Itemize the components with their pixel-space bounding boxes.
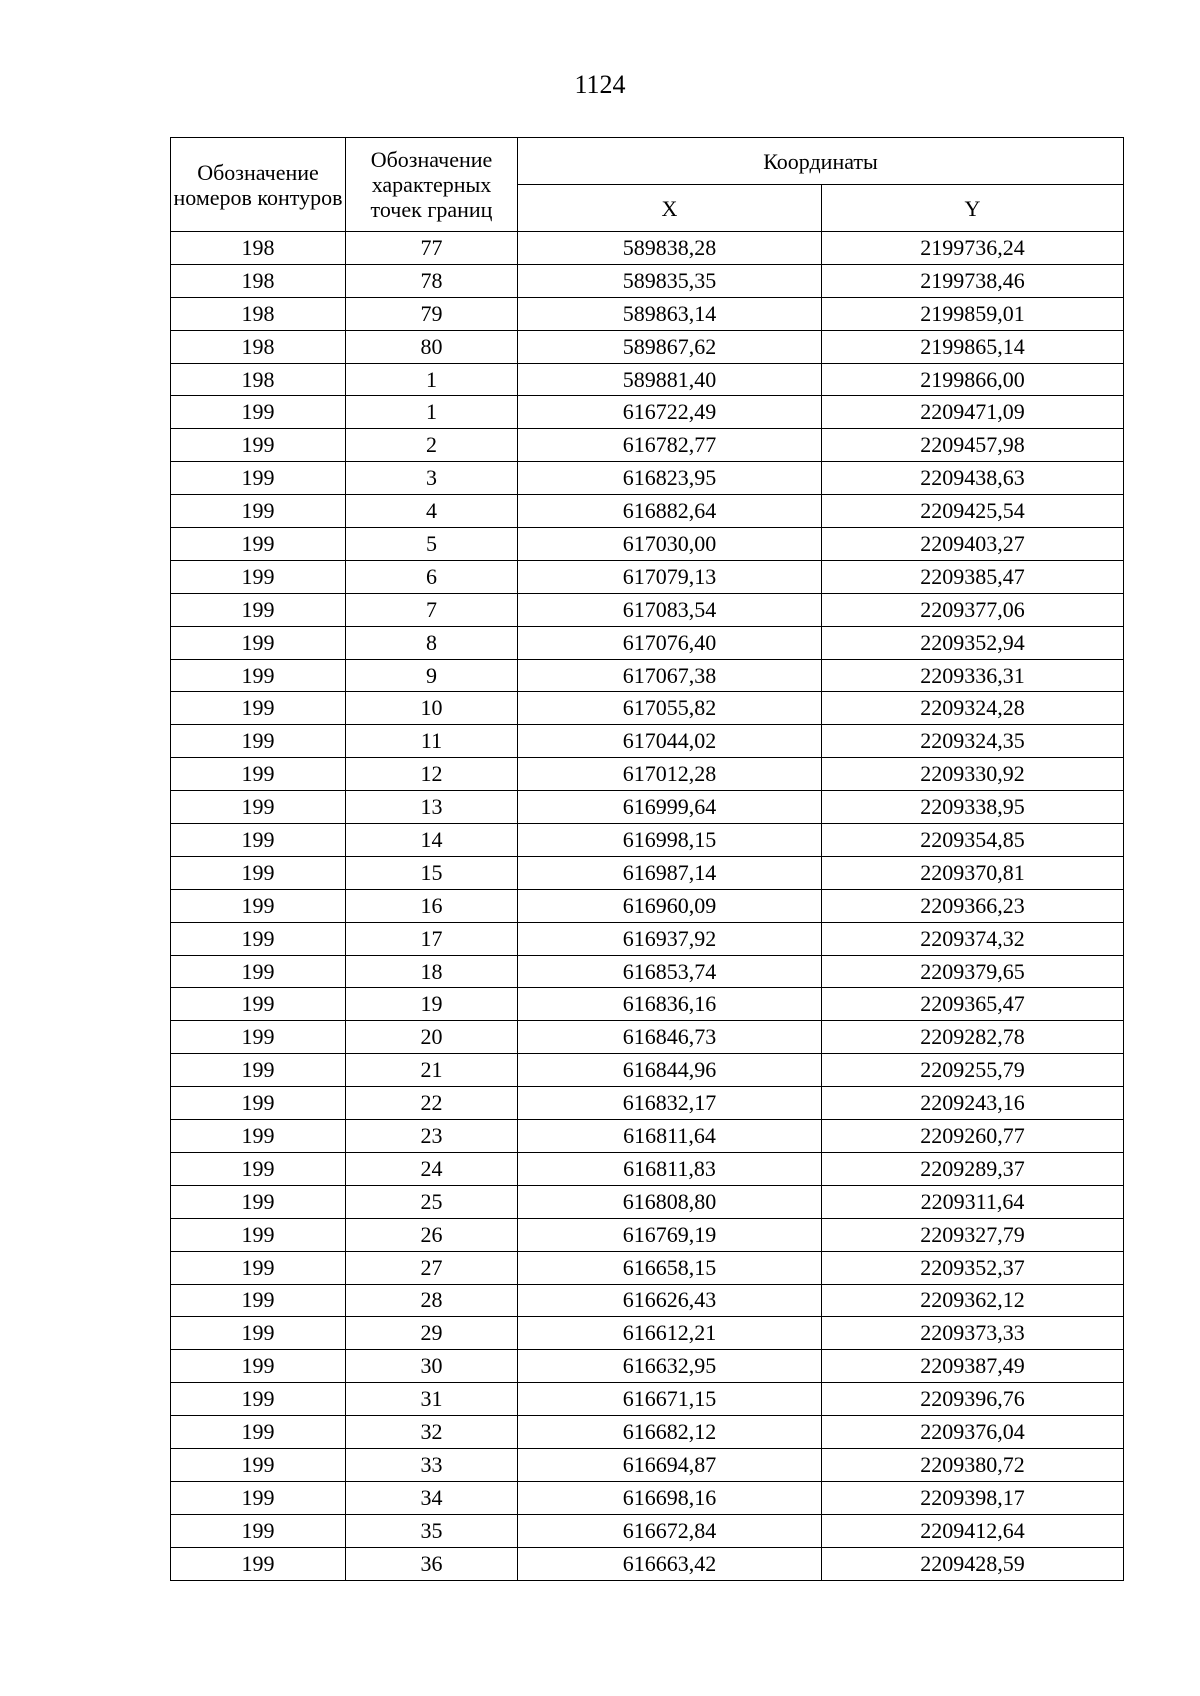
contour-number-cell: 199 xyxy=(171,955,346,988)
y-coordinate-cell: 2209255,79 xyxy=(822,1054,1124,1087)
point-number-cell: 27 xyxy=(346,1251,518,1284)
contour-number-cell: 199 xyxy=(171,429,346,462)
point-number-cell: 19 xyxy=(346,988,518,1021)
table-row xyxy=(171,1383,1124,1416)
contour-number-cell: 199 xyxy=(171,495,346,528)
y-coordinate-cell: 2209327,79 xyxy=(822,1218,1124,1251)
table-row xyxy=(171,297,1124,330)
x-coordinate-cell: 616632,95 xyxy=(518,1350,822,1383)
table-row xyxy=(171,1152,1124,1185)
table-row xyxy=(171,824,1124,857)
point-number-cell: 32 xyxy=(346,1416,518,1449)
table-row xyxy=(171,593,1124,626)
point-number-cell: 26 xyxy=(346,1218,518,1251)
x-coordinate-cell: 617055,82 xyxy=(518,692,822,725)
table-row xyxy=(171,1251,1124,1284)
point-number-cell: 9 xyxy=(346,659,518,692)
x-coordinate-cell: 616698,16 xyxy=(518,1481,822,1514)
point-number-cell: 80 xyxy=(346,330,518,363)
y-coordinate-cell: 2209403,27 xyxy=(822,528,1124,561)
point-number-cell: 12 xyxy=(346,758,518,791)
y-coordinate-cell: 2199738,46 xyxy=(822,264,1124,297)
y-coordinate-cell: 2209396,76 xyxy=(822,1383,1124,1416)
y-header: Y xyxy=(822,185,1124,232)
x-coordinate-cell: 589835,35 xyxy=(518,264,822,297)
x-coordinate-cell: 616999,64 xyxy=(518,791,822,824)
point-number-cell: 2 xyxy=(346,429,518,462)
contour-number-cell: 199 xyxy=(171,1547,346,1580)
point-number-cell: 24 xyxy=(346,1152,518,1185)
x-coordinate-cell: 616682,12 xyxy=(518,1416,822,1449)
y-coordinate-cell: 2209366,23 xyxy=(822,889,1124,922)
point-number-cell: 29 xyxy=(346,1317,518,1350)
contour-number-cell: 199 xyxy=(171,922,346,955)
x-coordinate-cell: 616694,87 xyxy=(518,1448,822,1481)
table-body xyxy=(171,232,1124,1581)
table-row xyxy=(171,232,1124,265)
y-coordinate-cell: 2209336,31 xyxy=(822,659,1124,692)
table-row xyxy=(171,363,1124,396)
contour-number-header: Обозначение номеров контуров xyxy=(171,138,346,232)
contour-number-cell: 198 xyxy=(171,330,346,363)
point-number-cell: 35 xyxy=(346,1514,518,1547)
contour-number-cell: 199 xyxy=(171,1120,346,1153)
x-coordinate-cell: 617076,40 xyxy=(518,626,822,659)
x-coordinate-cell: 616846,73 xyxy=(518,1021,822,1054)
contour-number-cell: 198 xyxy=(171,363,346,396)
y-coordinate-cell: 2209311,64 xyxy=(822,1185,1124,1218)
y-coordinate-cell: 2209362,12 xyxy=(822,1284,1124,1317)
contour-number-cell: 199 xyxy=(171,1481,346,1514)
point-number-cell: 28 xyxy=(346,1284,518,1317)
y-coordinate-cell: 2209379,65 xyxy=(822,955,1124,988)
contour-number-cell: 199 xyxy=(171,1021,346,1054)
contour-number-cell: 199 xyxy=(171,593,346,626)
y-coordinate-cell: 2199736,24 xyxy=(822,232,1124,265)
x-coordinate-cell: 616937,92 xyxy=(518,922,822,955)
y-coordinate-cell: 2209352,37 xyxy=(822,1251,1124,1284)
contour-number-cell: 199 xyxy=(171,1054,346,1087)
table-row xyxy=(171,1350,1124,1383)
point-number-cell: 15 xyxy=(346,856,518,889)
y-coordinate-cell: 2209398,17 xyxy=(822,1481,1124,1514)
contour-number-cell: 199 xyxy=(171,528,346,561)
point-number-cell: 18 xyxy=(346,955,518,988)
point-number-cell: 23 xyxy=(346,1120,518,1153)
point-number-cell: 4 xyxy=(346,495,518,528)
x-coordinate-cell: 589881,40 xyxy=(518,363,822,396)
contour-number-cell: 199 xyxy=(171,1416,346,1449)
table-row xyxy=(171,955,1124,988)
point-number-cell: 10 xyxy=(346,692,518,725)
x-header: X xyxy=(518,185,822,232)
contour-number-cell: 199 xyxy=(171,1317,346,1350)
table-row xyxy=(171,330,1124,363)
table-row xyxy=(171,1120,1124,1153)
y-coordinate-cell: 2209338,95 xyxy=(822,791,1124,824)
table-row xyxy=(171,856,1124,889)
x-coordinate-cell: 616672,84 xyxy=(518,1514,822,1547)
x-coordinate-cell: 616722,49 xyxy=(518,396,822,429)
contour-number-cell: 198 xyxy=(171,297,346,330)
contour-number-cell: 199 xyxy=(171,1284,346,1317)
contour-number-cell: 199 xyxy=(171,1185,346,1218)
x-coordinate-cell: 616811,83 xyxy=(518,1152,822,1185)
y-coordinate-cell: 2209377,06 xyxy=(822,593,1124,626)
contour-number-cell: 199 xyxy=(171,1383,346,1416)
point-number-cell: 17 xyxy=(346,922,518,955)
contour-number-cell: 199 xyxy=(171,791,346,824)
table-row xyxy=(171,396,1124,429)
contour-number-cell: 198 xyxy=(171,232,346,265)
contour-number-cell: 199 xyxy=(171,988,346,1021)
point-number-cell: 3 xyxy=(346,462,518,495)
contour-number-cell: 199 xyxy=(171,1087,346,1120)
x-coordinate-cell: 616844,96 xyxy=(518,1054,822,1087)
table-row xyxy=(171,264,1124,297)
point-number-cell: 78 xyxy=(346,264,518,297)
y-coordinate-cell: 2209243,16 xyxy=(822,1087,1124,1120)
table-row xyxy=(171,560,1124,593)
y-coordinate-cell: 2209373,33 xyxy=(822,1317,1124,1350)
y-coordinate-cell: 2209370,81 xyxy=(822,856,1124,889)
point-number-cell: 1 xyxy=(346,396,518,429)
y-coordinate-cell: 2199865,14 xyxy=(822,330,1124,363)
table-row xyxy=(171,1021,1124,1054)
y-coordinate-cell: 2209457,98 xyxy=(822,429,1124,462)
point-number-cell: 21 xyxy=(346,1054,518,1087)
x-coordinate-cell: 589867,62 xyxy=(518,330,822,363)
point-number-cell: 20 xyxy=(346,1021,518,1054)
point-number-cell: 16 xyxy=(346,889,518,922)
x-coordinate-cell: 616987,14 xyxy=(518,856,822,889)
x-coordinate-cell: 616769,19 xyxy=(518,1218,822,1251)
y-coordinate-cell: 2199859,01 xyxy=(822,297,1124,330)
table-row xyxy=(171,725,1124,758)
x-coordinate-cell: 616626,43 xyxy=(518,1284,822,1317)
x-coordinate-cell: 617067,38 xyxy=(518,659,822,692)
y-coordinate-cell: 2209289,37 xyxy=(822,1152,1124,1185)
table-row xyxy=(171,1185,1124,1218)
contour-number-cell: 198 xyxy=(171,264,346,297)
table-row xyxy=(171,1514,1124,1547)
table-row xyxy=(171,692,1124,725)
table-row xyxy=(171,1218,1124,1251)
point-number-cell: 33 xyxy=(346,1448,518,1481)
x-coordinate-cell: 616836,16 xyxy=(518,988,822,1021)
point-number-cell: 34 xyxy=(346,1481,518,1514)
x-coordinate-cell: 616823,95 xyxy=(518,462,822,495)
table-row xyxy=(171,528,1124,561)
contour-number-cell: 199 xyxy=(171,659,346,692)
table-row xyxy=(171,1087,1124,1120)
contour-number-cell: 199 xyxy=(171,1350,346,1383)
table-row xyxy=(171,1054,1124,1087)
table-row xyxy=(171,495,1124,528)
point-number-cell: 77 xyxy=(346,232,518,265)
x-coordinate-cell: 616960,09 xyxy=(518,889,822,922)
y-coordinate-cell: 2209352,94 xyxy=(822,626,1124,659)
contour-number-cell: 199 xyxy=(171,1251,346,1284)
y-coordinate-cell: 2209324,35 xyxy=(822,725,1124,758)
table-header xyxy=(171,138,1124,232)
table-row xyxy=(171,1481,1124,1514)
contour-number-cell: 199 xyxy=(171,889,346,922)
y-coordinate-cell: 2209428,59 xyxy=(822,1547,1124,1580)
y-coordinate-cell: 2209330,92 xyxy=(822,758,1124,791)
y-coordinate-cell: 2209324,28 xyxy=(822,692,1124,725)
contour-number-cell: 199 xyxy=(171,824,346,857)
x-coordinate-cell: 617083,54 xyxy=(518,593,822,626)
point-number-cell: 8 xyxy=(346,626,518,659)
table-row xyxy=(171,429,1124,462)
contour-number-cell: 199 xyxy=(171,1218,346,1251)
page-number: 1124 xyxy=(574,70,626,99)
point-number-cell: 7 xyxy=(346,593,518,626)
table-row xyxy=(171,758,1124,791)
x-coordinate-cell: 616811,64 xyxy=(518,1120,822,1153)
y-coordinate-cell: 2209380,72 xyxy=(822,1448,1124,1481)
point-number-cell: 31 xyxy=(346,1383,518,1416)
contour-number-cell: 199 xyxy=(171,1152,346,1185)
x-coordinate-cell: 617030,00 xyxy=(518,528,822,561)
y-coordinate-cell: 2209412,64 xyxy=(822,1514,1124,1547)
table-row xyxy=(171,1317,1124,1350)
y-coordinate-cell: 2209385,47 xyxy=(822,560,1124,593)
y-coordinate-cell: 2209282,78 xyxy=(822,1021,1124,1054)
boundary-point-header: Обозначение характерных точек границ xyxy=(346,138,518,232)
point-number-cell: 36 xyxy=(346,1547,518,1580)
x-coordinate-cell: 616998,15 xyxy=(518,824,822,857)
y-coordinate-cell: 2209354,85 xyxy=(822,824,1124,857)
y-coordinate-cell: 2209387,49 xyxy=(822,1350,1124,1383)
point-number-cell: 1 xyxy=(346,363,518,396)
table-row xyxy=(171,922,1124,955)
table-row xyxy=(171,1284,1124,1317)
point-number-cell: 13 xyxy=(346,791,518,824)
x-coordinate-cell: 616782,77 xyxy=(518,429,822,462)
contour-number-cell: 199 xyxy=(171,692,346,725)
y-coordinate-cell: 2209376,04 xyxy=(822,1416,1124,1449)
x-coordinate-cell: 617044,02 xyxy=(518,725,822,758)
y-coordinate-cell: 2209260,77 xyxy=(822,1120,1124,1153)
x-coordinate-cell: 589838,28 xyxy=(518,232,822,265)
contour-number-cell: 199 xyxy=(171,560,346,593)
x-coordinate-cell: 589863,14 xyxy=(518,297,822,330)
table-row xyxy=(171,1448,1124,1481)
coordinates-table xyxy=(170,137,1124,1581)
x-coordinate-cell: 617012,28 xyxy=(518,758,822,791)
contour-number-cell: 199 xyxy=(171,856,346,889)
table-row xyxy=(171,659,1124,692)
y-coordinate-cell: 2199866,00 xyxy=(822,363,1124,396)
point-number-cell: 5 xyxy=(346,528,518,561)
point-number-cell: 6 xyxy=(346,560,518,593)
x-coordinate-cell: 616671,15 xyxy=(518,1383,822,1416)
y-coordinate-cell: 2209365,47 xyxy=(822,988,1124,1021)
contour-number-cell: 199 xyxy=(171,396,346,429)
point-number-cell: 25 xyxy=(346,1185,518,1218)
contour-number-cell: 199 xyxy=(171,1448,346,1481)
header-row-1 xyxy=(171,138,1124,185)
contour-number-cell: 199 xyxy=(171,758,346,791)
y-coordinate-cell: 2209471,09 xyxy=(822,396,1124,429)
contour-number-cell: 199 xyxy=(171,1514,346,1547)
contour-number-cell: 199 xyxy=(171,462,346,495)
table-row xyxy=(171,791,1124,824)
point-number-cell: 22 xyxy=(346,1087,518,1120)
x-coordinate-cell: 616853,74 xyxy=(518,955,822,988)
x-coordinate-cell: 616882,64 xyxy=(518,495,822,528)
x-coordinate-cell: 616832,17 xyxy=(518,1087,822,1120)
coordinates-header: Координаты xyxy=(518,138,1124,185)
y-coordinate-cell: 2209374,32 xyxy=(822,922,1124,955)
table-row xyxy=(171,462,1124,495)
table-row xyxy=(171,988,1124,1021)
y-coordinate-cell: 2209425,54 xyxy=(822,495,1124,528)
point-number-cell: 79 xyxy=(346,297,518,330)
x-coordinate-cell: 616663,42 xyxy=(518,1547,822,1580)
table-row xyxy=(171,626,1124,659)
point-number-cell: 30 xyxy=(346,1350,518,1383)
point-number-cell: 11 xyxy=(346,725,518,758)
table-row xyxy=(171,889,1124,922)
x-coordinate-cell: 616808,80 xyxy=(518,1185,822,1218)
table-row xyxy=(171,1416,1124,1449)
point-number-cell: 14 xyxy=(346,824,518,857)
x-coordinate-cell: 616658,15 xyxy=(518,1251,822,1284)
contour-number-cell: 199 xyxy=(171,626,346,659)
x-coordinate-cell: 616612,21 xyxy=(518,1317,822,1350)
table-row xyxy=(171,1547,1124,1580)
y-coordinate-cell: 2209438,63 xyxy=(822,462,1124,495)
x-coordinate-cell: 617079,13 xyxy=(518,560,822,593)
contour-number-cell: 199 xyxy=(171,725,346,758)
